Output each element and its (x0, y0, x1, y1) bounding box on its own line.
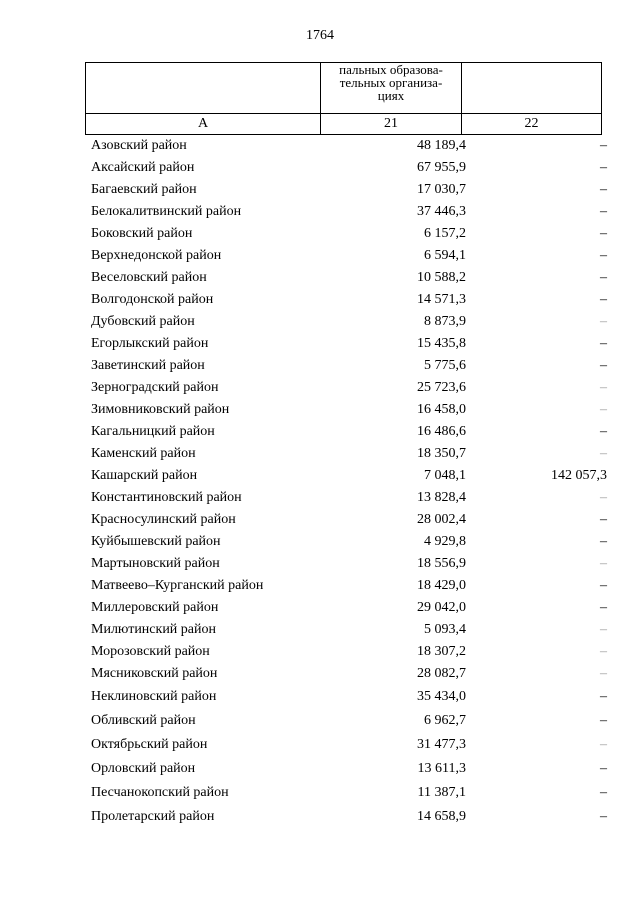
value-col-22: – (600, 785, 607, 800)
header-col-21-desc-line: пальных образова- (339, 63, 443, 77)
table-row (85, 267, 611, 289)
district-name: Мясниковский район (91, 666, 218, 681)
page-number: 1764 (306, 28, 334, 43)
district-name: Веселовский район (91, 270, 207, 285)
value-col-21: 37 446,3 (417, 204, 466, 219)
value-col-22: – (600, 737, 607, 752)
value-col-21: 25 723,6 (417, 380, 466, 395)
district-name: Каменский район (91, 446, 196, 461)
header-col-22-desc (462, 63, 602, 114)
table-row (85, 575, 611, 597)
value-col-21: 5 775,6 (424, 358, 466, 373)
value-col-21: 4 929,8 (424, 534, 466, 549)
value-col-22: 142 057,3 (551, 468, 607, 483)
table-row (85, 311, 611, 333)
value-col-22: – (600, 380, 607, 395)
table-row (85, 245, 611, 267)
table-row (85, 355, 611, 377)
header-col-a-desc (86, 63, 321, 114)
value-col-21: 18 307,2 (417, 644, 466, 659)
district-name: Орловский район (91, 761, 196, 776)
value-col-21: 28 002,4 (417, 512, 466, 527)
value-col-21: 13 828,4 (417, 490, 466, 505)
value-col-22: – (600, 160, 607, 175)
table-row (85, 733, 611, 757)
district-name: Песчанокопский район (91, 785, 229, 800)
table-row (85, 179, 611, 201)
table-row (85, 663, 611, 685)
table-row (85, 685, 611, 709)
table-row (85, 781, 611, 805)
value-col-22: – (600, 226, 607, 241)
value-col-22: – (600, 556, 607, 571)
district-name: Багаевский район (91, 182, 197, 197)
table-row (85, 201, 611, 223)
value-col-21: 15 435,8 (417, 336, 466, 351)
value-col-22: – (600, 761, 607, 776)
table-row (85, 597, 611, 619)
table-row (85, 805, 611, 829)
value-col-21: 5 093,4 (424, 622, 466, 637)
value-col-21: 11 387,1 (417, 785, 466, 800)
district-table (85, 135, 611, 829)
value-col-22: – (600, 713, 607, 728)
value-col-22: – (600, 622, 607, 637)
table-row (85, 709, 611, 733)
district-name: Заветинский район (91, 358, 205, 373)
value-col-22: – (600, 809, 607, 824)
value-col-21: 28 082,7 (417, 666, 466, 681)
value-col-22: – (600, 512, 607, 527)
value-col-22: – (600, 490, 607, 505)
header-col-21-label: 21 (321, 114, 462, 135)
table-row (85, 641, 611, 663)
value-col-22: – (600, 204, 607, 219)
value-col-22: – (600, 402, 607, 417)
district-name: Аксайский район (91, 160, 195, 175)
value-col-22: – (600, 358, 607, 373)
value-col-21: 17 030,7 (417, 182, 466, 197)
table-row (85, 135, 611, 157)
table-row (85, 443, 611, 465)
district-name: Константиновский район (91, 490, 242, 505)
district-name: Кашарский район (91, 468, 198, 483)
table-row (85, 223, 611, 245)
value-col-22: – (600, 138, 607, 153)
district-name: Морозовский район (91, 644, 210, 659)
value-col-22: – (600, 292, 607, 307)
district-name: Зимовниковский район (91, 402, 230, 417)
value-col-21: 16 458,0 (417, 402, 466, 417)
value-col-21: 18 429,0 (417, 578, 466, 593)
table-header (85, 62, 602, 135)
value-col-22: – (600, 424, 607, 439)
value-col-21: 10 588,2 (417, 270, 466, 285)
table-row (85, 333, 611, 355)
district-name: Азовский район (91, 138, 187, 153)
value-col-21: 35 434,0 (417, 689, 466, 704)
district-name: Кагальницкий район (91, 424, 215, 439)
value-col-21: 6 962,7 (424, 713, 466, 728)
value-col-22: – (600, 314, 607, 329)
value-col-21: 8 873,9 (424, 314, 466, 329)
district-name: Матвеево–Курганский район (91, 578, 264, 593)
table-row (85, 399, 611, 421)
district-name: Неклиновский район (91, 689, 217, 704)
district-name: Миллеровский район (91, 600, 219, 615)
table-row (85, 377, 611, 399)
district-name: Милютинский район (91, 622, 217, 637)
district-name: Дубовский район (91, 314, 195, 329)
header-col-a-label: А (86, 114, 321, 135)
value-col-21: 7 048,1 (424, 468, 466, 483)
value-col-22: – (600, 182, 607, 197)
district-name: Красносулинский район (91, 512, 236, 527)
district-name: Куйбышевский район (91, 534, 221, 549)
value-col-21: 29 042,0 (417, 600, 466, 615)
value-col-21: 67 955,9 (417, 160, 466, 175)
value-col-21: 18 350,7 (417, 446, 466, 461)
value-col-22: – (600, 600, 607, 615)
table-row (85, 157, 611, 179)
header-col-21-desc (321, 63, 462, 114)
table-row (85, 619, 611, 641)
district-name: Октябрьский район (91, 737, 208, 752)
header-col-21-desc-line: циях (377, 88, 405, 103)
table-row (85, 531, 611, 553)
table-row (85, 421, 611, 443)
table-row (85, 553, 611, 575)
district-name: Волгодонской район (91, 292, 214, 307)
district-name: Егорлыкский район (91, 336, 209, 351)
value-col-22: – (600, 644, 607, 659)
table-row (85, 465, 611, 487)
value-col-21: 31 477,3 (417, 737, 466, 752)
value-col-22: – (600, 666, 607, 681)
value-col-21: 16 486,6 (417, 424, 466, 439)
value-col-22: – (600, 446, 607, 461)
district-name: Белокалитвинский район (91, 204, 242, 219)
value-col-21: 6 594,1 (424, 248, 466, 263)
district-name: Боковский район (91, 226, 193, 241)
district-name: Зерноградский район (91, 380, 219, 395)
table-row (85, 757, 611, 781)
header-col-21-desc-line: тельных организа- (339, 75, 443, 90)
district-name: Обливский район (91, 713, 196, 728)
value-col-22: – (600, 689, 607, 704)
district-name: Мартыновский район (91, 556, 220, 571)
header-col-22-label: 22 (462, 114, 602, 135)
table-row (85, 509, 611, 531)
value-col-21: 48 189,4 (417, 138, 466, 153)
value-col-22: – (600, 270, 607, 285)
value-col-22: – (600, 336, 607, 351)
district-name: Верхнедонской район (91, 248, 222, 263)
value-col-21: 6 157,2 (424, 226, 466, 241)
value-col-21: 13 611,3 (417, 761, 466, 776)
table-row (85, 289, 611, 311)
table-row (85, 487, 611, 509)
value-col-22: – (600, 578, 607, 593)
value-col-21: 18 556,9 (417, 556, 466, 571)
district-name: Пролетарский район (91, 809, 215, 824)
value-col-21: 14 571,3 (417, 292, 466, 307)
value-col-22: – (600, 534, 607, 549)
value-col-21: 14 658,9 (417, 809, 466, 824)
value-col-22: – (600, 248, 607, 263)
